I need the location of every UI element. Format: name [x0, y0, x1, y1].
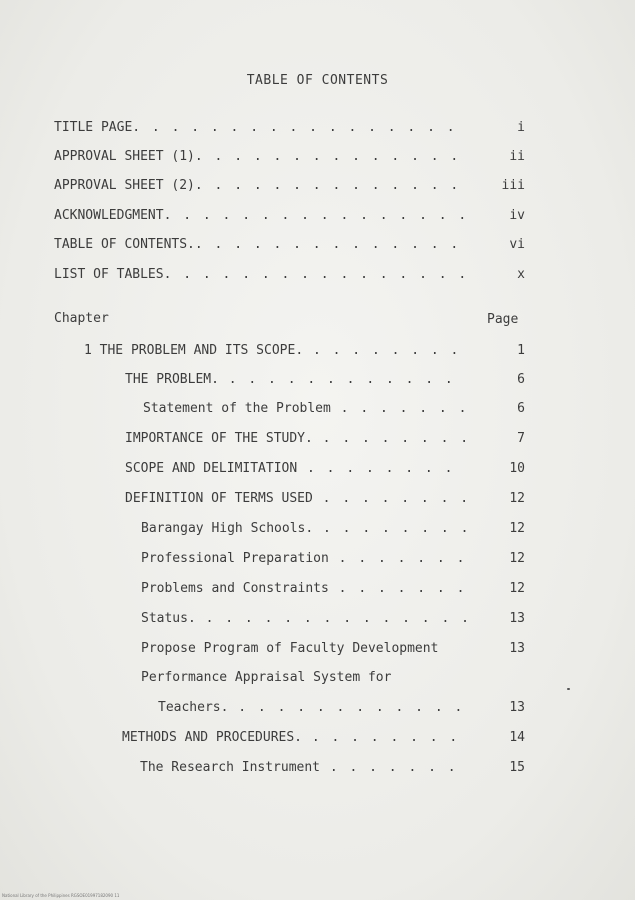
chapter-entry-page-number: 14 — [509, 730, 525, 745]
chapter-entry-page-number: 12 — [509, 521, 525, 536]
chapter-entry-page-number: 6 — [517, 401, 525, 416]
chapter-heading: Chapter — [54, 311, 109, 326]
chapter-entry — [158, 698, 464, 718]
chapter-entry-page-number: 12 — [509, 551, 525, 566]
chapter-entry-label: SCOPE AND DELIMITATION — [125, 461, 298, 476]
chapter-entry-page-number: 13 — [509, 700, 525, 715]
leader-dots: . . . . . . . — [320, 760, 458, 775]
chapter-entry — [125, 370, 455, 390]
toc-entry — [54, 235, 460, 255]
toc-entry — [54, 176, 460, 196]
chapter-entry-label: Professional Preparation — [141, 551, 329, 566]
chapter-entry — [143, 399, 468, 419]
chapter-entry — [141, 519, 470, 539]
leader-dots: . . . . . . . . — [303, 343, 461, 358]
chapter-entry — [141, 579, 466, 599]
chapter-entry — [122, 728, 459, 748]
chapter-entry-page-number: 12 — [509, 581, 525, 596]
chapter-entry — [141, 549, 466, 569]
footer-note: National Library of the Philippines RGSOE01997182090 11 — [2, 893, 120, 898]
toc-entry — [54, 118, 457, 138]
leader-dots: . . . . . . . . . . . . . . . . — [163, 208, 469, 223]
chapter-entry-page-number: 15 — [509, 760, 525, 775]
chapter-entry — [141, 609, 471, 629]
leader-dots: . . . . . . . . . . . . — [228, 700, 465, 715]
chapter-entry-label: The Research Instrument — [140, 760, 321, 775]
chapter-entry-page-number: 7 — [517, 431, 525, 446]
leader-dots: . . . . . . . . . . . . — [218, 372, 455, 387]
toc-entry-label: APPROVAL SHEET (1) — [54, 149, 195, 164]
toc-entry-page-number: i — [517, 120, 525, 135]
leader-dots: . . . . . . . . — [302, 730, 460, 745]
toc-entry-page-number: iv — [509, 208, 525, 223]
leader-dots: . . . . . . . . . . . . . . — [194, 149, 461, 164]
chapter-entry-label: Teachers. — [158, 700, 229, 715]
chapter-entry-label: DEFINITION OF TERMS USED — [125, 491, 313, 506]
toc-entry-label: ACKNOWLEDGMENT — [54, 208, 164, 223]
leader-dots: . . . . . . . . — [312, 431, 471, 446]
chapter-entry — [140, 758, 458, 778]
chapter-entry-label: Status. — [141, 611, 196, 626]
leader-dots: . . . . . . . . . . . . . . . . — [163, 267, 469, 282]
toc-entry-page-number: x — [517, 267, 525, 282]
chapter-entry-page-number: 1 — [517, 343, 525, 358]
chapter-entry-label: Problems and Constraints — [141, 581, 329, 596]
toc-entry-page-number: vi — [509, 237, 525, 252]
chapter-entry-label: 1 THE PROBLEM AND ITS SCOPE. — [84, 343, 304, 358]
chapter-entry — [125, 459, 454, 479]
leader-dots: . . . . . . . — [328, 551, 467, 566]
leader-dots: . . . . . . . . — [313, 521, 471, 536]
chapter-entry — [125, 429, 470, 449]
leader-dots: . . . . . . . . . . . . . . — [194, 178, 461, 193]
chapter-entry — [141, 668, 391, 688]
toc-entry-label: TABLE OF CONTENTS. — [54, 237, 195, 252]
chapter-entry — [141, 639, 438, 659]
toc-entry — [54, 265, 468, 285]
chapter-entry-label: Statement of the Problem — [143, 401, 331, 416]
leader-dots: . . . . . . . . — [312, 491, 471, 506]
leader-dots: . . . . . . . . . . . . . . . . . — [132, 120, 457, 135]
chapter-entry-label: THE PROBLEM. — [125, 372, 219, 387]
chapter-entry-label: Barangay High Schools. — [141, 521, 314, 536]
chapter-entry — [125, 489, 470, 509]
chapter-entry-page-number: 12 — [509, 491, 525, 506]
toc-entry-label: LIST OF TABLES — [54, 267, 164, 282]
toc-entry-page-number: ii — [509, 149, 525, 164]
chapter-entry-page-number: 6 — [517, 372, 525, 387]
leader-dots: . . . . . . . — [328, 581, 467, 596]
chapter-entry-page-number: 13 — [509, 641, 525, 656]
leader-dots: . . . . . . . . . . . . . . — [195, 611, 471, 626]
chapter-entry-label: Propose Program of Faculty Development — [141, 641, 439, 656]
chapter-entry-page-number: 10 — [509, 461, 525, 476]
toc-entry-label: APPROVAL SHEET (2) — [54, 178, 195, 193]
page-heading: Page — [487, 312, 519, 327]
chapter-entry-label: IMPORTANCE OF THE STUDY. — [125, 431, 313, 446]
page-title: TABLE OF CONTENTS — [246, 73, 389, 88]
paper-speck — [567, 688, 570, 690]
chapter-entry-page-number — [485, 668, 525, 688]
toc-entry-page-number: iii — [501, 178, 525, 193]
toc-entry — [54, 206, 468, 226]
chapter-entry-page-number: 13 — [509, 611, 525, 626]
toc-entry-label: TITLE PAGE — [54, 120, 133, 135]
toc-entry — [54, 147, 460, 167]
leader-dots: . . . . . . . . . . . . . . — [194, 237, 461, 252]
chapter-entry-label: Performance Appraisal System for — [141, 670, 392, 685]
chapter-entry-label: METHODS AND PROCEDURES. — [122, 730, 303, 745]
leader-dots: . . . . . . . . — [297, 461, 455, 476]
chapter-entry — [84, 341, 460, 361]
leader-dots: . . . . . . . — [330, 401, 469, 416]
